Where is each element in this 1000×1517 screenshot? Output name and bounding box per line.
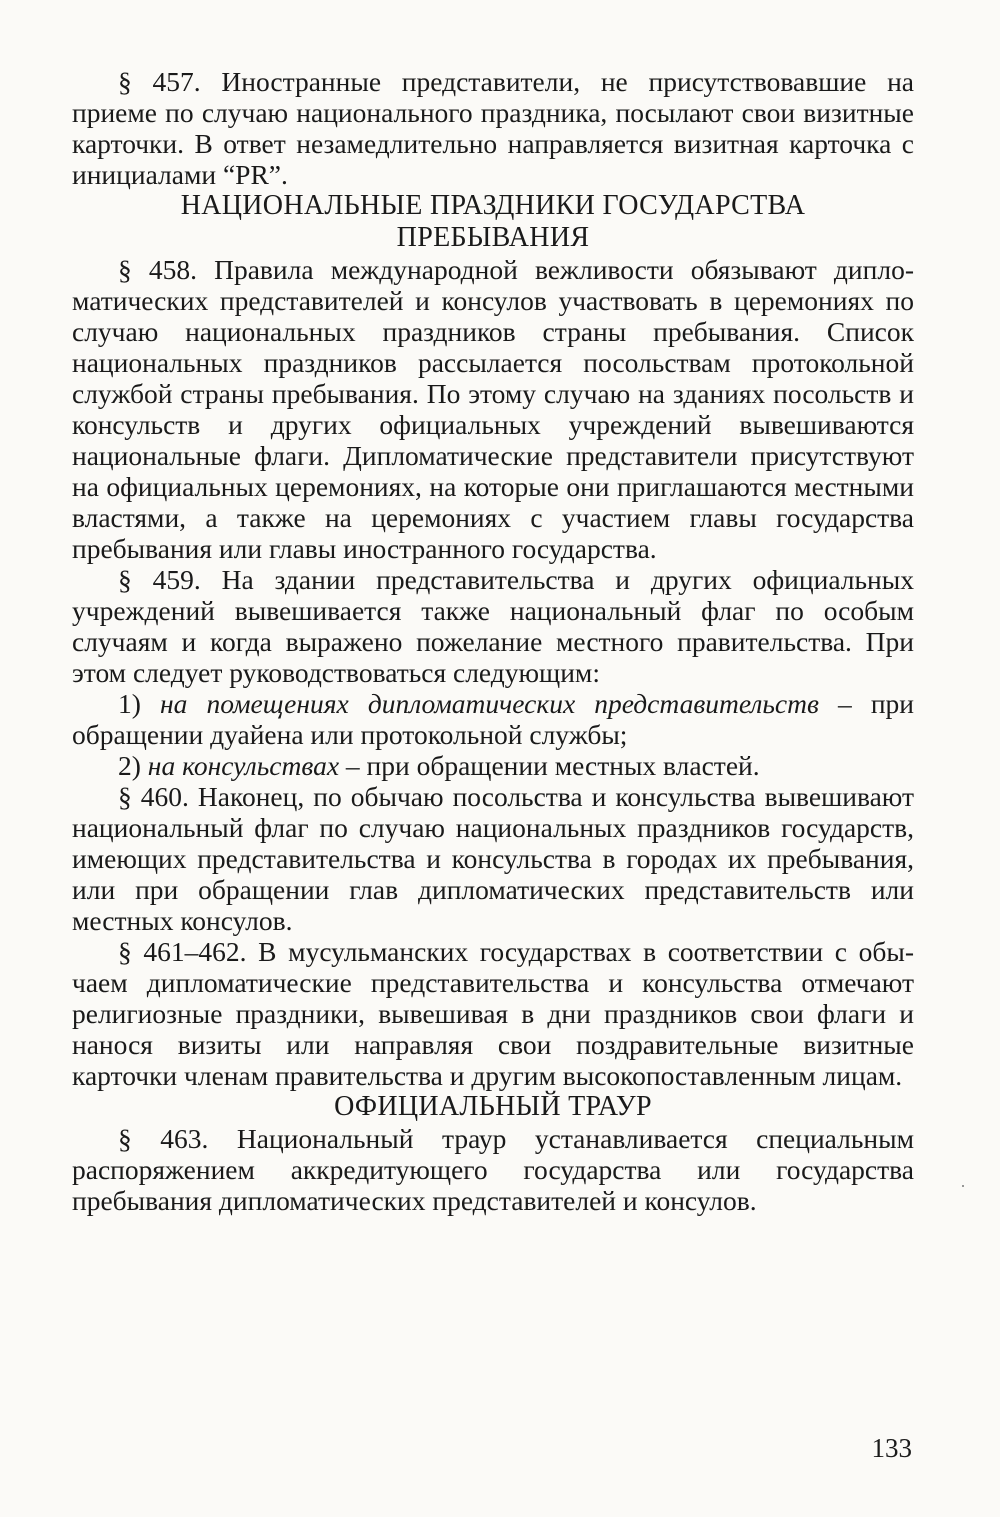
list-item-1-text: – при обращении дуайена или протокольной службы; [72,688,915,750]
scan-speck [962,1185,964,1187]
list-item-1-number: 1) [118,688,141,719]
list-item-2 [72,750,914,781]
section-heading-national-holidays [72,190,914,254]
section-heading-line-1: НАЦИОНАЛЬНЫЕ ПРАЗДНИКИ ГОСУДАРСТВА [180,190,806,221]
section-heading-official-mourning: ОФИЦИАЛЬНЫЙ ТРАУР [334,1091,652,1122]
paragraph-459: § 459. На здании представительства и других официальных учреждений вывешивается также национальный флаг по особым случаям и когда выражено пожелание местного правительства. При этом следует руководствоваться следующим: [72,564,914,688]
page-body [72,66,914,1216]
paragraph-463: § 463. Национальный траур устанавливается специальным распоряжением аккредитующего государства или государства пребывания дипломатических представителей и консулов. [72,1123,914,1216]
list-item-1 [72,688,914,750]
page-number: 133 [871,1433,912,1463]
paragraph-457: § 457. Иностранные представители, не присутствовавшие на приеме по случаю национального праздника, посылают свои визитные карточки. В ответ незамедлительно направляется визитная карточка с инициалами “PR”. [72,66,914,190]
paragraph-460: § 460. Наконец, по обычаю посольства и консульства вывешивают национальный флаг по случаю национальных праздников государств, имеющих представительства и консульства в городах их пребывания, или при обращении глав дипломатических представительств или местных консулов. [72,781,914,936]
paragraph-458: § 458. Правила международной вежливости обязывают дипломатических представителей и консулов участвовать в церемониях по случаю национальных праздников страны пребывания. Список национальных праздников рассылается посольствам протокольной службой страны пребывания. По этому случаю на зданиях посольств и консульств и других официальных учреждений вывешиваются национальные флаги. Дипломатические представители присутствуют на официальных церемониях, на которые они приглашаются местными властями, а также на церемониях с участием главы государства пребывания или главы иностранного государства. [72,254,914,564]
list-item-1-emphasis: на помещениях дипломатических представительств [160,688,819,719]
section-heading-line-2: ПРЕБЫВАНИЯ [396,222,590,253]
list-item-2-emphasis: на консульствах [147,750,340,781]
list-item-2-text: – при обращении местных властей. [345,750,760,781]
list-item-2-number: 2) [118,750,141,781]
paragraph-461-462: § 461–462. В мусульманских государствах в соответствии с обычаем дипломатические представительства и консульства отмечают религиозные праздники, вывешивая в дни праздников свои флаги и нанося визиты или направляя свои поздравительные визитные карточки членам правительства и другим высокопоставленным лицам. [72,936,914,1091]
